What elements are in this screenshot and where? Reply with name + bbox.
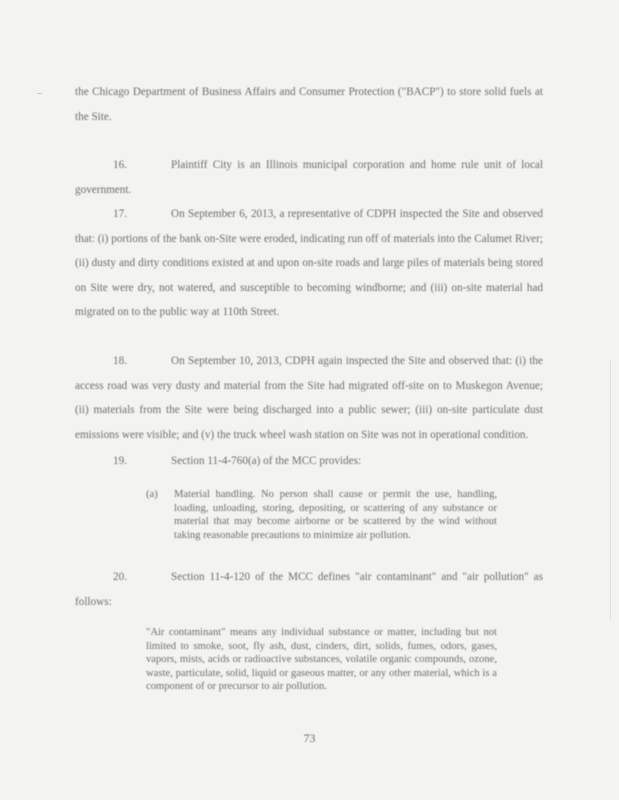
page-number: 73 [303, 731, 316, 745]
paragraph-text: Section 11-4-760(a) of the MCC provides: [171, 455, 362, 467]
paragraph-number: 19. [113, 455, 127, 467]
paragraph-text: Section 11-4-120 of the MCC defines "air contaminant" and "air pollution" as follows: [75, 571, 543, 608]
quote-text: Material handling. No person shall cause or permit the use, handling, loading, unloading, storing, depositing, or scattering of any substance or material that may become airborne or be scattered by the wind without taking reasonable precautions to minimize air pollution. [174, 489, 497, 541]
paragraph-16 [75, 153, 543, 202]
paragraph-20 [75, 565, 543, 614]
paragraph-text: On September 10, 2013, CDPH again inspected the Site and observed that: (i) the access road was very dusty and material from the Site had migrated off-site on to Muskegon Avenue; (ii) materials from the Site were being discharged into a public sewer; (iii) on-site particulate dust emissions were visible; and (v) the truck wheel wash station on Site was not in operational condition. [75, 355, 543, 441]
paragraph-number: 16. [113, 159, 127, 171]
block-quote-19 [174, 488, 497, 542]
paragraph-number: 17. [113, 208, 127, 220]
paragraph-18 [75, 349, 543, 447]
binding-mark [610, 360, 611, 620]
paragraph-text: the Chicago Department of Business Affairs and Consumer Protection ("BACP") to store solid fuels at the Site. [75, 86, 543, 123]
paragraph-19 [75, 449, 543, 474]
paragraph-continued [75, 80, 543, 129]
block-quote-20 [146, 626, 497, 694]
binding-mark [37, 93, 42, 94]
paragraph-number: 20. [113, 571, 127, 583]
paragraph-text: Plaintiff City is an Illinois municipal corporation and home rule unit of local government. [75, 159, 543, 196]
paragraph-17 [75, 202, 543, 325]
quote-label: (a) [146, 489, 158, 500]
quote-text: "Air contaminant" means any individual substance or matter, including but not limited to smoke, soot, fly ash, dust, cinders, dirt, solids, fumes, odors, gases, vapors, mists, acids or radioactive substances, volatile organic compounds, ozone, waste, particulate, solid, liquid or gaseous matter, or any other material, which is a component of or precursor to air pollution. [146, 627, 497, 693]
paragraph-number: 18. [113, 355, 127, 367]
paragraph-text: On September 6, 2013, a representative of CDPH inspected the Site and observed that: (i) portions of the bank on-Site were eroded, indicating run off of materials into the Calumet River; (ii) dusty and dirty conditions existed at and upon on-site roads and large piles of materials being stored on Site were dry, not watered, and susceptible to becoming windborne; and (iii) on-site material had migrated on to the public way at 110th Street. [75, 208, 543, 319]
